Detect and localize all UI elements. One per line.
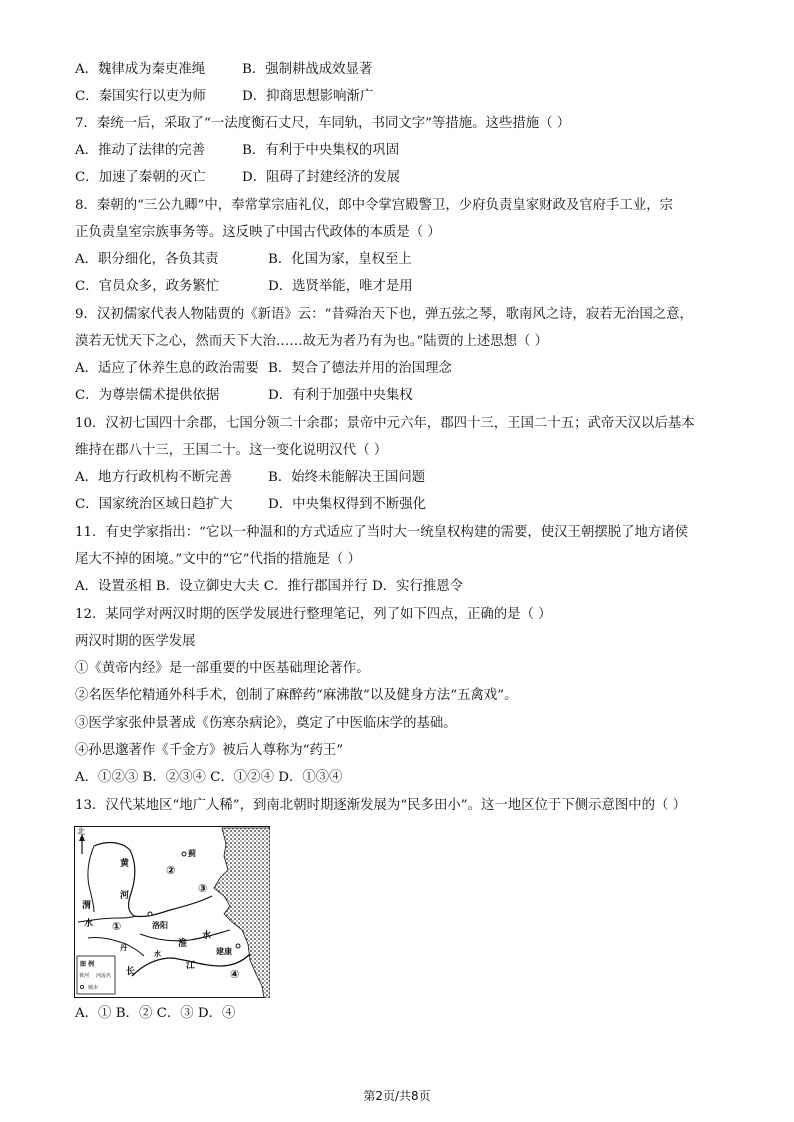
q13-options[interactable]: A．① B．② C．③ D．④ bbox=[75, 1006, 236, 1021]
legend-title: 图 例 bbox=[80, 961, 95, 968]
q12-note-title: 两汉时期的医学发展 bbox=[75, 634, 196, 649]
q12-item-1: ①《黄帝内经》是一部重要的中医基础理论著作。 bbox=[75, 661, 370, 676]
luoyang-city-marker bbox=[148, 912, 152, 916]
q7-option-a[interactable]: A．推动了法律的完善 bbox=[75, 143, 206, 158]
q8-option-c[interactable]: C．官员众多，政务繁忙 bbox=[75, 279, 220, 294]
q7-option-b[interactable]: B．有利于中央集权的巩固 bbox=[242, 143, 400, 158]
han-dynasty-region-map bbox=[74, 826, 270, 998]
jiankang-city-marker bbox=[236, 944, 240, 948]
q9-stem-line2: 漠若无忧天下之心，然而天下大治……故无为者乃有为也。”陆贾的上述思想（ ） bbox=[75, 334, 549, 349]
q8-option-a[interactable]: A．职分细化，各负其责 bbox=[75, 252, 219, 267]
q9-option-c[interactable]: C．为尊崇儒术提供依据 bbox=[75, 388, 220, 403]
q10-option-b[interactable]: B．始终未能解决王国问题 bbox=[268, 470, 426, 485]
q7-option-d[interactable]: D．阻碍了封建经济的发展 bbox=[242, 170, 401, 185]
label-he: 河 bbox=[120, 891, 130, 901]
q12-item-3: ③医学家张仲景著成《伤寒杂病论》，奠定了中医临床学的基础。 bbox=[75, 716, 457, 731]
label-wei: 渭 bbox=[82, 901, 92, 911]
north-label: 北 bbox=[77, 827, 85, 836]
label-shui: 水 bbox=[84, 919, 94, 929]
q13-stem: 13．汉代某地区“地广人稀”，到南北朝时期逐渐发展为“民多田小”。这一地区位于下侧示意图中的（ ） bbox=[75, 798, 687, 813]
label-luoyang: 洛阳 bbox=[152, 921, 168, 930]
q12-stem: 12．某同学对两汉时期的医学发展进行整理笔记，列了如下四点，正确的是（ ） bbox=[75, 607, 552, 622]
legend-city-icon bbox=[80, 985, 83, 988]
marker-2: ② bbox=[166, 864, 176, 877]
label-huang: 黄 bbox=[120, 859, 130, 869]
q8-option-b[interactable]: B．化国为家，皇权至上 bbox=[268, 252, 412, 267]
q9-option-d[interactable]: D．有利于加强中央集权 bbox=[268, 388, 413, 403]
q12-item-4: ④孙思邈著作《千金方》被后人尊称为“药王” bbox=[75, 743, 344, 758]
label-dan: 丹 bbox=[120, 944, 127, 952]
q12-options[interactable]: A．①②③ B．②③④ C．①②④ D．①③④ bbox=[75, 770, 343, 785]
q11-stem-line1: 11．有史学家指出：“它以一种温和的方式适应了当时大一统皇权构建的需要，使汉王朝摆脱了地方诸侯 bbox=[75, 525, 689, 540]
q9-stem-line1: 9．汉初儒家代表人物陆贾的《新语》云：“昔舜治天下也，弹五弦之琴，歌南风之诗，寂若无治国之意， bbox=[75, 307, 693, 322]
q7-option-c[interactable]: C．加速了秦朝的灭亡 bbox=[75, 170, 206, 185]
q10-stem-line1: 10．汉初七国四十余郡，七国分领二十余郡；景帝中元六年，郡四十三，王国二十五；武帝天汉以后基本 bbox=[75, 416, 695, 431]
q10-stem-line2: 维持在郡八十三，王国二十。这一变化说明汉代（ ） bbox=[75, 443, 388, 458]
q6-option-a[interactable]: A．魏律成为秦吏准绳 bbox=[75, 62, 206, 77]
label-jiang: 江 bbox=[186, 961, 196, 971]
q11-options[interactable]: A．设置丞相 B．设立御史大夫 C．推行郡国并行 D．实行推恩令 bbox=[75, 579, 464, 594]
label-huai: 淮 bbox=[178, 939, 188, 949]
q8-stem-line2: 正负责皇室宗族事务等。这反映了中国古代政体的本质是（ ） bbox=[75, 225, 441, 240]
legend-city-label: 城市 bbox=[88, 985, 99, 991]
label-ji: 蓟 bbox=[188, 849, 196, 858]
q11-stem-line2: 尾大不掉的困境。”文中的“它”代指的措施是（ ） bbox=[75, 552, 361, 567]
marker-3: ③ bbox=[198, 882, 208, 895]
marker-4: ④ bbox=[230, 968, 240, 981]
q6-option-d[interactable]: D．抑商思想影响渐广 bbox=[242, 89, 374, 104]
q10-option-c[interactable]: C．国家统治区域日趋扩大 bbox=[75, 497, 233, 512]
label-huaishui: 水 bbox=[202, 931, 212, 941]
q10-option-a[interactable]: A．地方行政机构不断完善 bbox=[75, 470, 232, 485]
legend-river-label: 河流名 bbox=[96, 973, 112, 979]
q6-option-c[interactable]: C．秦国实行以吏为师 bbox=[75, 89, 206, 104]
marker-1: ① bbox=[112, 920, 122, 933]
label-shui2: 水 bbox=[154, 950, 161, 958]
q8-option-d[interactable]: D．选贤举能，唯才是用 bbox=[268, 279, 413, 294]
page-footer: 第2页/共8页 bbox=[363, 1089, 431, 1103]
q12-item-2: ②名医华佗精通外科手术，创制了麻醉药“麻沸散”以及健身方法“五禽戏”。 bbox=[75, 688, 518, 703]
label-chang: 长 bbox=[126, 967, 136, 977]
q8-stem-line1: 8．秦朝的“三公九卿”中，奉常掌宗庙礼仪，郎中令掌宫殿警卫，少府负责皇家财政及官府手工业，宗 bbox=[75, 198, 674, 213]
ji-city-marker bbox=[182, 852, 186, 856]
q6-option-b[interactable]: B．强制耕战成效显著 bbox=[242, 62, 373, 77]
q7-stem: 7．秦统一后，采取了“一法度衡石丈尺，车同轨，书同文字”等措施。这些措施（ ） bbox=[75, 116, 571, 131]
q10-option-d[interactable]: D．中央集权得到不断强化 bbox=[268, 497, 427, 512]
q9-option-b[interactable]: B．契合了德法并用的治国理念 bbox=[268, 361, 452, 376]
legend-river-sample: 黄河 bbox=[79, 973, 90, 979]
label-jiankang: 建康 bbox=[216, 947, 232, 956]
q9-option-a[interactable]: A．适应了休养生息的政治需要 bbox=[75, 361, 259, 376]
